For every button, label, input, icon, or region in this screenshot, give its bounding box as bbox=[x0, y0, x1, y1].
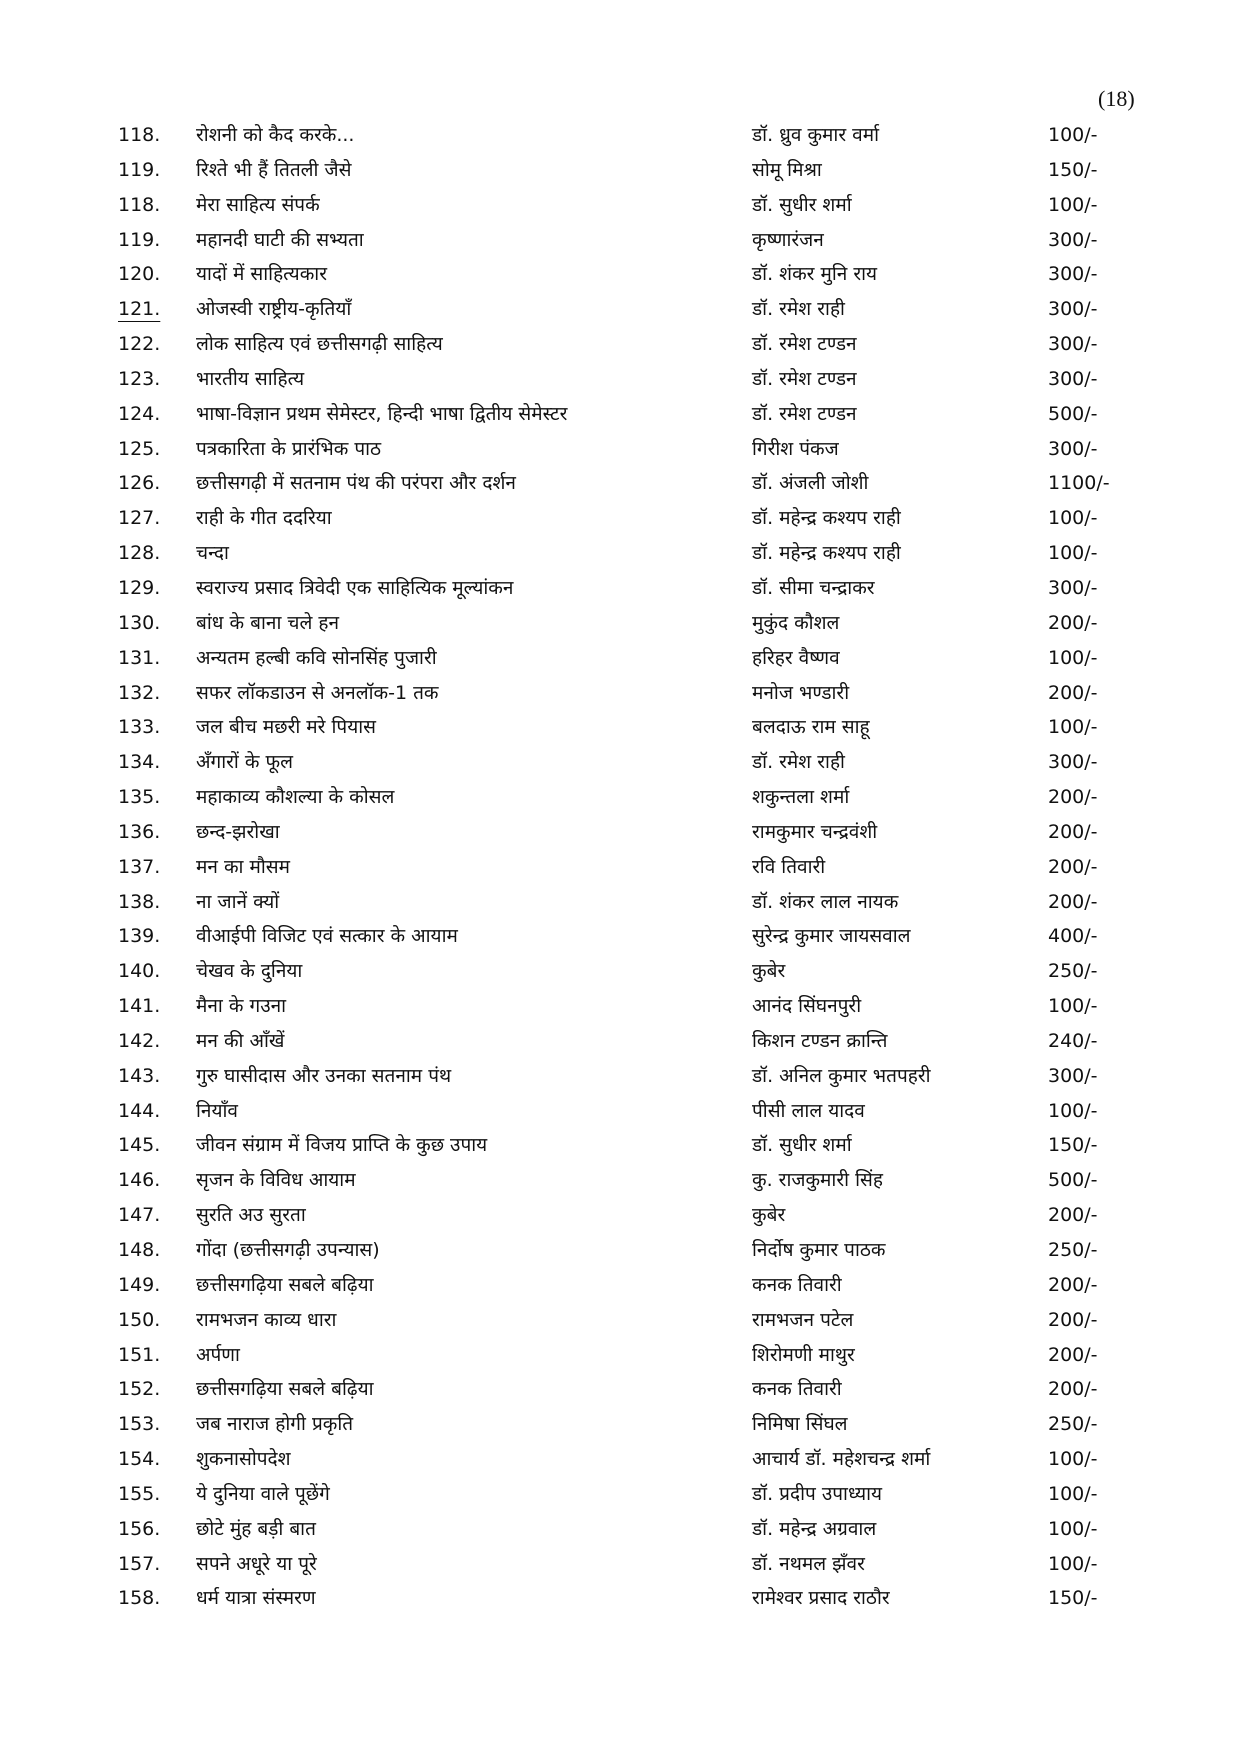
book-author: कु. राजकुमारी सिंह bbox=[752, 1169, 883, 1192]
book-author: रामभजन पटेल bbox=[752, 1308, 854, 1331]
entry-number: 118. bbox=[118, 124, 161, 146]
page-number: (18) bbox=[1098, 86, 1135, 111]
book-author: आनंद सिंघनपुरी bbox=[752, 995, 862, 1018]
book-title: स्वराज्य प्रसाद त्रिवेदी एक साहित्यिक मूल्यांकन bbox=[196, 576, 514, 599]
book-title: जब नाराज होगी प्रकृति bbox=[196, 1413, 354, 1436]
book-price: 100/- bbox=[1048, 193, 1098, 216]
book-entry-row bbox=[0, 850, 1240, 885]
book-entry-row bbox=[0, 153, 1240, 188]
book-author: रवि तिवारी bbox=[752, 855, 826, 878]
book-price: 100/- bbox=[1048, 1517, 1098, 1540]
book-author: डॉ. रमेश टण्डन bbox=[752, 402, 857, 425]
book-entry-row bbox=[0, 1338, 1240, 1373]
book-price: 100/- bbox=[1048, 646, 1098, 669]
entry-number: 118. bbox=[118, 193, 161, 216]
book-list bbox=[0, 118, 1240, 1616]
book-title: रामभजन काव्य धारा bbox=[196, 1308, 337, 1331]
entry-number: 121. bbox=[118, 298, 161, 321]
book-price: 300/- bbox=[1048, 228, 1098, 251]
book-title: महाकाव्य कौशल्या के कोसल bbox=[196, 786, 395, 809]
book-author: कुबेर bbox=[752, 1204, 786, 1227]
book-entry-row bbox=[0, 362, 1240, 397]
entry-number: 122. bbox=[118, 333, 161, 356]
book-price: 500/- bbox=[1048, 402, 1098, 425]
book-author: डॉ. सीमा चन्द्राकर bbox=[752, 576, 875, 599]
book-entry-row bbox=[0, 641, 1240, 676]
book-author: डॉ. अनिल कुमार भतपहरी bbox=[752, 1064, 931, 1087]
book-author: किशन टण्डन क्रान्ति bbox=[752, 1029, 888, 1052]
book-title: भारतीय साहित्य bbox=[196, 367, 305, 390]
book-entry-row bbox=[0, 1547, 1240, 1582]
book-author: गिरीश पंकज bbox=[752, 437, 839, 460]
book-price: 200/- bbox=[1048, 611, 1098, 634]
book-title: लोक साहित्य एवं छत्तीसगढ़ी साहित्य bbox=[196, 333, 443, 356]
book-title: सफर लॉकडाउन से अनलॉक-1 तक bbox=[196, 681, 439, 704]
book-author: पीसी लाल यादव bbox=[752, 1099, 865, 1122]
book-author: बलदाऊ राम साहू bbox=[752, 716, 870, 739]
book-title: मेरा साहित्य संपर्क bbox=[196, 193, 320, 216]
book-price: 100/- bbox=[1048, 995, 1098, 1018]
book-title: भाषा-विज्ञान प्रथम सेमेस्टर, हिन्दी भाषा द्वितीय सेमेस्टर bbox=[196, 402, 568, 425]
book-entry-row bbox=[0, 327, 1240, 362]
book-entry-row bbox=[0, 223, 1240, 258]
book-price: 500/- bbox=[1048, 1169, 1098, 1192]
entry-number: 147. bbox=[118, 1204, 161, 1227]
book-entry-row bbox=[0, 1268, 1240, 1303]
book-title: मन का मौसम bbox=[196, 855, 290, 878]
book-price: 100/- bbox=[1048, 1482, 1098, 1505]
book-price: 300/- bbox=[1048, 751, 1098, 774]
entry-number: 142. bbox=[118, 1029, 161, 1052]
book-entry-row bbox=[0, 571, 1240, 606]
book-entry-row bbox=[0, 710, 1240, 745]
book-price: 200/- bbox=[1048, 681, 1098, 704]
book-title: चेखव के दुनिया bbox=[196, 960, 303, 983]
book-price: 150/- bbox=[1048, 158, 1098, 181]
book-author: हरिहर वैष्णव bbox=[752, 646, 840, 669]
book-title: नियाँव bbox=[196, 1099, 238, 1122]
book-price: 1100/- bbox=[1048, 472, 1110, 495]
entry-number: 157. bbox=[118, 1552, 161, 1575]
book-author: आचार्य डॉ. महेशचन्द्र शर्मा bbox=[752, 1448, 931, 1471]
book-title: छन्द-झरोखा bbox=[196, 820, 280, 843]
book-author: डॉ. प्रदीप उपाध्याय bbox=[752, 1482, 883, 1505]
entry-number: 158. bbox=[118, 1587, 161, 1610]
entry-number: 123. bbox=[118, 367, 161, 390]
book-author: डॉ. रमेश टण्डन bbox=[752, 333, 857, 356]
book-title: राही के गीत ददरिया bbox=[196, 507, 332, 530]
entry-number: 137. bbox=[118, 855, 161, 878]
book-entry-row bbox=[0, 885, 1240, 920]
entry-number: 146. bbox=[118, 1169, 161, 1192]
book-entry-row bbox=[0, 954, 1240, 989]
book-entry-row bbox=[0, 292, 1240, 327]
book-title: सृजन के विविध आयाम bbox=[196, 1169, 356, 1192]
book-author: डॉ. रमेश टण्डन bbox=[752, 367, 857, 390]
entry-number: 148. bbox=[118, 1239, 161, 1261]
entry-number: 131. bbox=[118, 646, 161, 669]
book-title: अर्पणा bbox=[196, 1343, 240, 1366]
entry-number: 132. bbox=[118, 681, 161, 704]
entry-number: 138. bbox=[118, 890, 161, 913]
entry-number: 141. bbox=[118, 995, 161, 1018]
book-entry-row bbox=[0, 1303, 1240, 1338]
book-entry-row bbox=[0, 397, 1240, 432]
book-price: 240/- bbox=[1048, 1029, 1098, 1052]
book-entry-row bbox=[0, 1477, 1240, 1512]
book-author: निमिषा सिंघल bbox=[752, 1413, 848, 1436]
book-title: जीवन संग्राम में विजय प्राप्ति के कुछ उपाय bbox=[196, 1134, 488, 1157]
book-entry-row bbox=[0, 1024, 1240, 1059]
book-entry-row bbox=[0, 501, 1240, 536]
book-title: ना जानें क्यों bbox=[196, 890, 280, 913]
book-entry-row bbox=[0, 815, 1240, 850]
entry-number: 155. bbox=[118, 1482, 161, 1505]
book-entry-row bbox=[0, 1372, 1240, 1407]
entry-number: 145. bbox=[118, 1134, 161, 1157]
book-title: सपने अधूरे या पूरे bbox=[196, 1552, 317, 1575]
entry-number: 151. bbox=[118, 1343, 161, 1366]
book-title: महानदी घाटी की सभ्यता bbox=[196, 228, 364, 251]
book-author: डॉ. शंकर लाल नायक bbox=[752, 890, 899, 913]
entry-number: 127. bbox=[118, 507, 161, 530]
book-author: डॉ. महेन्द्र कश्यप राही bbox=[752, 542, 901, 565]
book-author: डॉ. महेन्द्र अग्रवाल bbox=[752, 1517, 877, 1540]
book-price: 300/- bbox=[1048, 576, 1098, 599]
book-author: कृष्णारंजन bbox=[752, 228, 824, 251]
book-title: गोंदा (छत्तीसगढ़ी उपन्यास) bbox=[196, 1239, 380, 1261]
entry-number: 124. bbox=[118, 402, 161, 425]
book-title: धर्म यात्रा संस्मरण bbox=[196, 1587, 316, 1610]
book-title: पत्रकारिता के प्रारंभिक पाठ bbox=[196, 437, 382, 460]
book-entry-row bbox=[0, 1094, 1240, 1129]
book-title: छत्तीसगढ़िया सबले बढ़िया bbox=[196, 1378, 374, 1401]
book-author: कनक तिवारी bbox=[752, 1378, 842, 1401]
book-price: 100/- bbox=[1048, 124, 1098, 146]
book-entry-row bbox=[0, 745, 1240, 780]
book-author: डॉ. महेन्द्र कश्यप राही bbox=[752, 507, 901, 530]
book-author: सुरेन्द्र कुमार जायसवाल bbox=[752, 925, 911, 948]
book-entry-row bbox=[0, 1581, 1240, 1616]
entry-number: 120. bbox=[118, 263, 161, 286]
book-title: रोशनी को कैद करके... bbox=[196, 124, 355, 146]
entry-number: 134. bbox=[118, 751, 161, 774]
book-entry-row bbox=[0, 606, 1240, 641]
book-author: डॉ. अंजली जोशी bbox=[752, 472, 869, 495]
book-price: 150/- bbox=[1048, 1587, 1098, 1610]
book-title: चन्दा bbox=[196, 542, 229, 565]
book-price: 200/- bbox=[1048, 890, 1098, 913]
book-author: शकुन्तला शर्मा bbox=[752, 786, 850, 809]
book-entry-row bbox=[0, 1163, 1240, 1198]
book-author: डॉ. सुधीर शर्मा bbox=[752, 1134, 852, 1157]
book-entry-row bbox=[0, 676, 1240, 711]
entry-number: 143. bbox=[118, 1064, 161, 1087]
entry-number: 128. bbox=[118, 542, 161, 565]
book-title: छोटे मुंह बड़ी बात bbox=[196, 1517, 316, 1540]
book-title: ओजस्वी राष्ट्रीय-कृतियाँ bbox=[196, 298, 352, 321]
book-price: 300/- bbox=[1048, 437, 1098, 460]
book-author: डॉ. नथमल झँवर bbox=[752, 1552, 865, 1575]
book-title: रिश्ते भी हैं तितली जैसे bbox=[196, 158, 352, 181]
book-title: ये दुनिया वाले पूछेंगे bbox=[196, 1482, 330, 1505]
book-title: अँगारों के फूल bbox=[196, 751, 294, 774]
book-entry-row bbox=[0, 118, 1240, 153]
entry-number: 126. bbox=[118, 472, 161, 495]
book-price: 300/- bbox=[1048, 367, 1098, 390]
book-price: 300/- bbox=[1048, 298, 1098, 321]
book-author: डॉ. सुधीर शर्मा bbox=[752, 193, 852, 216]
book-entry-row bbox=[0, 780, 1240, 815]
book-price: 200/- bbox=[1048, 820, 1098, 843]
book-price: 200/- bbox=[1048, 1273, 1098, 1296]
entry-number: 150. bbox=[118, 1308, 161, 1331]
book-price: 250/- bbox=[1048, 1413, 1098, 1436]
book-price: 300/- bbox=[1048, 333, 1098, 356]
book-title: वीआईपी विजिट एवं सत्कार के आयाम bbox=[196, 925, 458, 948]
book-title: मन की आँखें bbox=[196, 1029, 285, 1052]
book-entry-row bbox=[0, 1407, 1240, 1442]
book-price: 200/- bbox=[1048, 1204, 1098, 1227]
book-author: डॉ. रमेश राही bbox=[752, 751, 845, 774]
entry-number: 153. bbox=[118, 1413, 161, 1436]
book-price: 200/- bbox=[1048, 1343, 1098, 1366]
book-price: 250/- bbox=[1048, 960, 1098, 983]
book-author: मुकुंद कौशल bbox=[752, 611, 840, 634]
book-price: 200/- bbox=[1048, 855, 1098, 878]
book-price: 150/- bbox=[1048, 1134, 1098, 1157]
book-entry-row bbox=[0, 536, 1240, 571]
book-entry-row bbox=[0, 1128, 1240, 1163]
entry-number: 135. bbox=[118, 786, 161, 809]
book-title: मैना के गउना bbox=[196, 995, 287, 1018]
book-price: 100/- bbox=[1048, 1552, 1098, 1575]
book-price: 400/- bbox=[1048, 925, 1098, 948]
book-author: रामेश्वर प्रसाद राठौर bbox=[752, 1587, 890, 1610]
book-price: 200/- bbox=[1048, 786, 1098, 809]
book-entry-row bbox=[0, 466, 1240, 501]
book-entry-row bbox=[0, 1512, 1240, 1547]
book-price: 300/- bbox=[1048, 263, 1098, 286]
entry-number: 152. bbox=[118, 1378, 161, 1401]
entry-number: 133. bbox=[118, 716, 161, 739]
book-title: छत्तीसगढ़ी में सतनाम पंथ की परंपरा और दर्शन bbox=[196, 472, 516, 495]
entry-number: 139. bbox=[118, 925, 161, 948]
book-author: शिरोमणी माथुर bbox=[752, 1343, 855, 1366]
book-price: 100/- bbox=[1048, 542, 1098, 565]
book-entry-row bbox=[0, 989, 1240, 1024]
book-author: मनोज भण्डारी bbox=[752, 681, 850, 704]
entry-number: 136. bbox=[118, 820, 161, 843]
book-entry-row bbox=[0, 432, 1240, 467]
book-title: यादों में साहित्यकार bbox=[196, 263, 327, 286]
book-price: 200/- bbox=[1048, 1378, 1098, 1401]
entry-number: 144. bbox=[118, 1099, 161, 1122]
entry-number: 129. bbox=[118, 576, 161, 599]
book-price: 100/- bbox=[1048, 716, 1098, 739]
book-author: डॉ. शंकर मुनि राय bbox=[752, 263, 878, 286]
book-entry-row bbox=[0, 1059, 1240, 1094]
book-entry-row bbox=[0, 919, 1240, 954]
book-price: 200/- bbox=[1048, 1308, 1098, 1331]
book-author: निर्दोष कुमार पाठक bbox=[752, 1239, 886, 1261]
entry-number: 154. bbox=[118, 1448, 161, 1471]
book-price: 100/- bbox=[1048, 1448, 1098, 1471]
book-price: 100/- bbox=[1048, 1099, 1098, 1122]
entry-number: 149. bbox=[118, 1273, 161, 1296]
entry-number: 125. bbox=[118, 437, 161, 460]
book-entry-row bbox=[0, 1198, 1240, 1233]
book-entry-row bbox=[0, 1233, 1240, 1268]
book-price: 250/- bbox=[1048, 1239, 1098, 1261]
entry-number: 119. bbox=[118, 158, 161, 181]
entry-number: 140. bbox=[118, 960, 161, 983]
book-author: डॉ. ध्रुव कुमार वर्मा bbox=[752, 124, 879, 146]
book-title: गुरु घासीदास और उनका सतनाम पंथ bbox=[196, 1064, 452, 1087]
book-price: 100/- bbox=[1048, 507, 1098, 530]
book-price: 300/- bbox=[1048, 1064, 1098, 1087]
book-title: छत्तीसगढ़िया सबले बढ़िया bbox=[196, 1273, 374, 1296]
book-title: सुरति अउ सुरता bbox=[196, 1204, 306, 1227]
book-title: जल बीच मछरी मरे पियास bbox=[196, 716, 376, 739]
book-title: अन्यतम हल्बी कवि सोनसिंह पुजारी bbox=[196, 646, 437, 669]
entry-number: 130. bbox=[118, 611, 161, 634]
book-author: कुबेर bbox=[752, 960, 786, 983]
book-author: डॉ. रमेश राही bbox=[752, 298, 845, 321]
book-entry-row bbox=[0, 188, 1240, 223]
book-title: शुकनासोपदेश bbox=[196, 1448, 291, 1471]
book-entry-row bbox=[0, 257, 1240, 292]
entry-number: 156. bbox=[118, 1517, 161, 1540]
entry-number: 119. bbox=[118, 228, 161, 251]
book-title: बांध के बाना चले हन bbox=[196, 611, 340, 634]
book-entry-row bbox=[0, 1442, 1240, 1477]
book-author: रामकुमार चन्द्रवंशी bbox=[752, 820, 878, 843]
book-author: कनक तिवारी bbox=[752, 1273, 842, 1296]
book-author: सोमू मिश्रा bbox=[752, 158, 822, 181]
